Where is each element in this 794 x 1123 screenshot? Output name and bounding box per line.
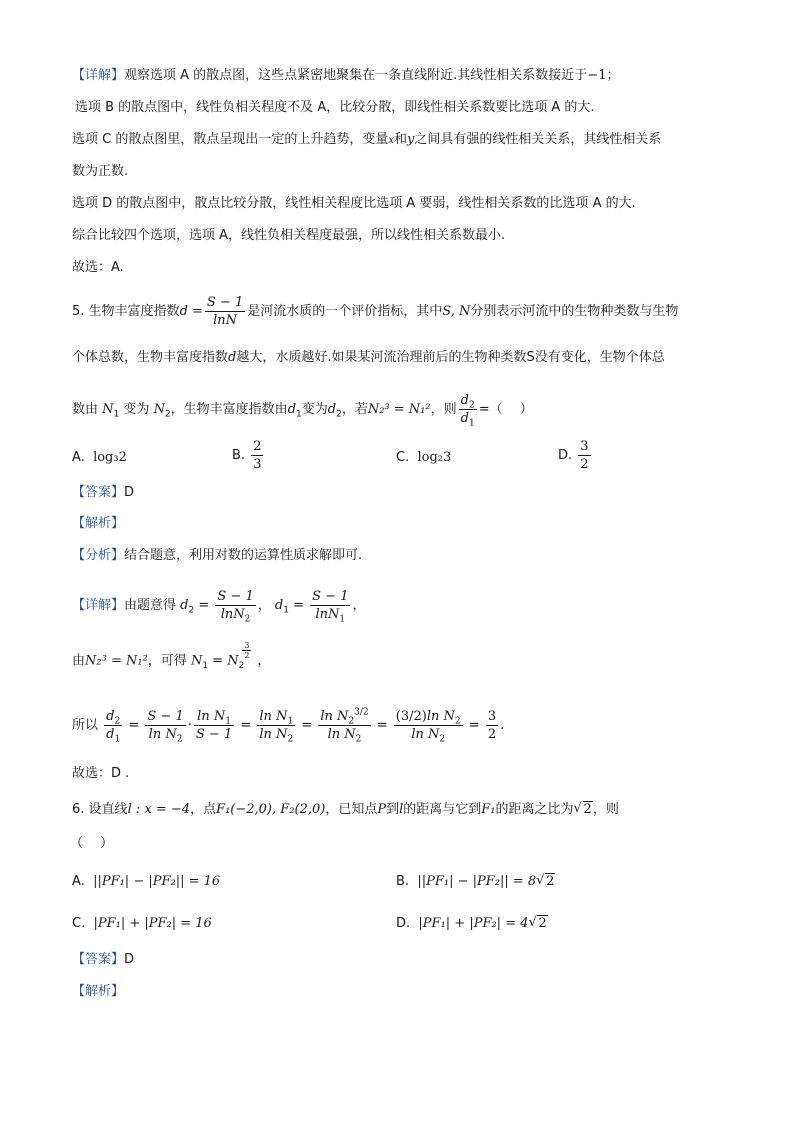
- q5-line-2: 个体总数，生物丰富度指数d越大，水质越好.如果某河流治理前后的生物种类数S没有变化，生物个体总: [72, 350, 665, 365]
- detail-line-5: 选项 D 的散点图中，散点比较分散，线性相关程度比选项 A 要弱，线性相关系数的比选项 A 的大.: [72, 196, 636, 211]
- q6-answer: 【答案】D: [72, 952, 135, 967]
- q5-line-3: 数由 $N_1$ 变为 $N_2$，生物丰富度指数由$d_1$变为$d_2$，若N₂³ = N₁²，则 $\frac{d_2}{d_1}$ =（ ）: [72, 393, 533, 429]
- q5-fenxi: 【分析】结合题意，利用对数的运算性质求解即可.: [72, 548, 363, 563]
- detail-line-1: 【详解】观察选项 A 的散点图，这些点紧密地聚集在一条直线附近.其线性相关系数接近于−1；: [72, 68, 620, 83]
- q5-option-a[interactable]: A. log₃2: [72, 450, 127, 465]
- detail-tag: 【详解】: [72, 68, 125, 83]
- d2-over-d1: $\frac{d_2}{d_1}$: [460, 393, 475, 429]
- q5-line-1: 5. 生物丰富度指数d = $\frac{S - 1}{\ln N}$ 是河流水质的一个评价指标，其中S, N分别表示河流中的生物种类数与生物: [72, 295, 679, 328]
- q6-option-d[interactable]: D. |PF₁| + |PF₂| = 4√ 2: [396, 914, 548, 934]
- q5-option-b[interactable]: B. $\frac{2}{3}$: [232, 439, 262, 472]
- q6-paren: （ ）: [70, 836, 114, 851]
- detail-line-4: 数为正数.: [72, 164, 129, 179]
- answer-line-q4: 故选：A.: [72, 260, 124, 275]
- q5-analysis-tag: 【解析】: [72, 516, 125, 531]
- q5-detail-line-2: 由N₂³ = N₁²，可得 $N_1 = N_2$ $^{\frac{3}{2}}$ ，: [72, 641, 271, 671]
- q6-option-b[interactable]: B. ||PF₁| − |PF₂|| = 8√ 2: [396, 872, 555, 892]
- q5-detail-line-1: 【详解】由题意得 $d_2$ = $\frac{S - 1}{\ln N_2}$ ， $d_1$ = $\frac{S - 1}{\ln N_1}$ ，: [72, 589, 366, 625]
- q5-option-d[interactable]: D. $\frac{3}{2}$: [558, 439, 589, 472]
- q6-option-a[interactable]: A. ||PF₁| − |PF₂|| = 16: [72, 874, 221, 889]
- q6-option-c[interactable]: C. |PF₁| + |PF₂| = 16: [72, 916, 212, 931]
- q5-formula-fraction: $\frac{S - 1}{\ln N}$: [206, 295, 244, 328]
- q5-option-c[interactable]: C. log₂3: [396, 450, 452, 465]
- detail-line-6: 综合比较四个选项，选项 A，线性负相关程度最强，所以线性相关系数最小.: [72, 228, 506, 243]
- sqrt-2: √ 2: [574, 800, 593, 820]
- detail-line-2: 选项 B 的散点图中，线性负相关程度不及 A，比较分散，即线性相关系数要比选项 A 的大.: [75, 100, 595, 115]
- q6-line-1: 6. 设直线l : x = −4，点F₁(−2,0), F₂(2,0)，已知点P到l的距离与它到F₁的距离之比为√ 2，则: [72, 800, 619, 820]
- q6-analysis-tag: 【解析】: [72, 984, 125, 999]
- detail-line-3: 选项 C 的散点图里，散点呈现出一定的上升趋势，变量x和y之间具有强的线性相关关系，其线性相关系: [72, 132, 662, 147]
- q5-detail-line-3: 所以 $\frac{d_2}{d_1}$ = $\frac{S - 1}{\ln N_2}$ · $\frac{\ln N_1}{S - 1}$ = $\frac{\ln N_1}{\ln N_2}$ = $\frac{\ln N_2^{3/2}}{\ln N_2}$ = $\frac{(3/2)\ln N_2}{\ln N_2}$ = $\frac{3}{2}$ .: [72, 707, 505, 745]
- q5-number: 5.: [72, 304, 85, 319]
- q5-answer: 【答案】D: [72, 485, 135, 500]
- q5-choose: 故选：D .: [72, 766, 130, 781]
